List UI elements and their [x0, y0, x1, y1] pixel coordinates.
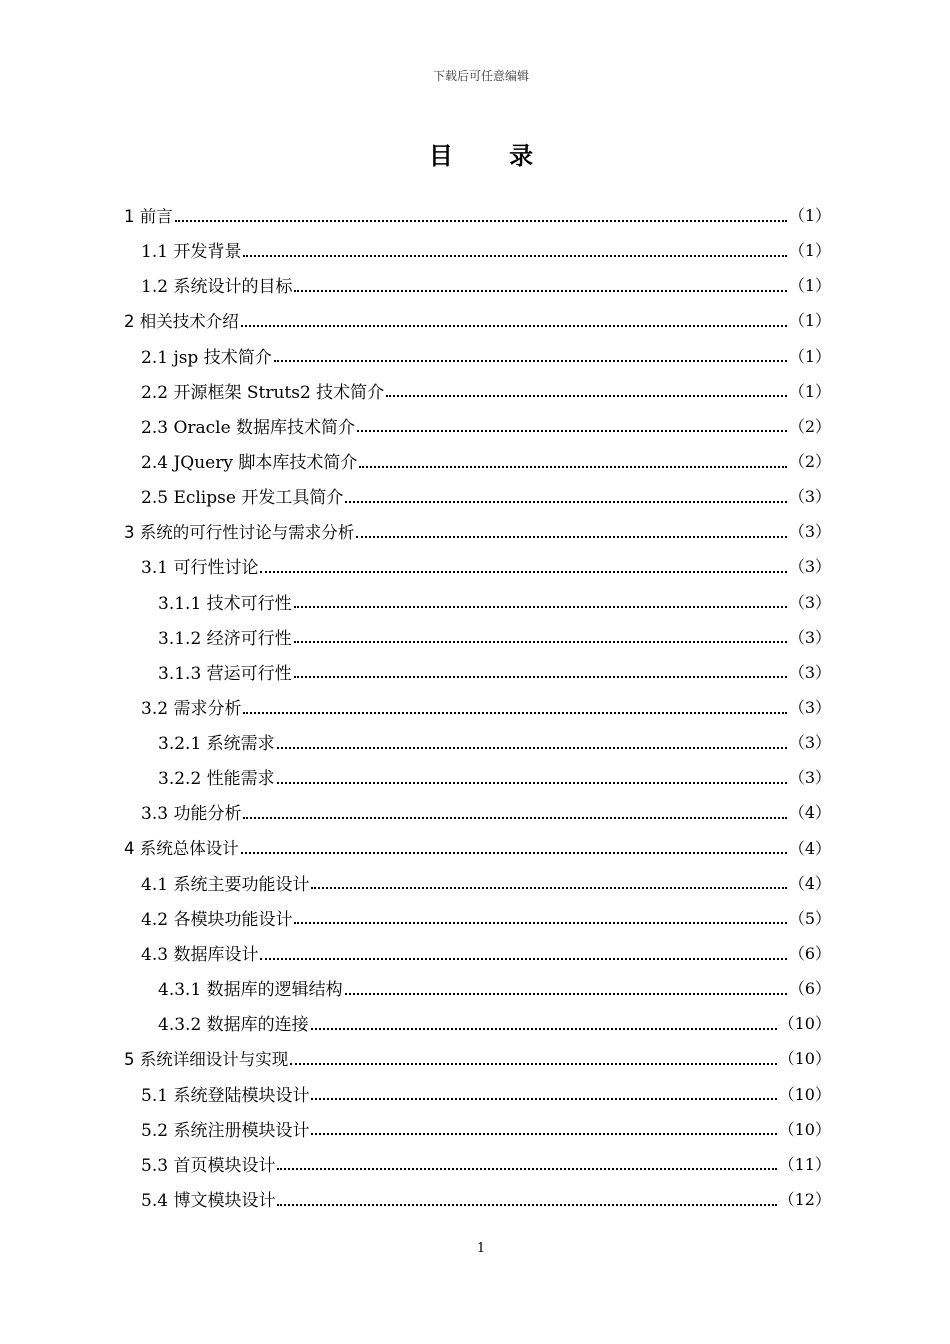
toc-entry[interactable] — [124, 408, 831, 443]
toc-entry[interactable] — [124, 232, 831, 267]
toc-entry-page: （3） — [788, 768, 831, 788]
toc-dot-leader — [243, 817, 786, 819]
toc-entry-title: 5.4 博文模块设计 — [141, 1191, 276, 1211]
toc-entry-title: 1.1 开发背景 — [141, 242, 242, 263]
toc-entry-title: 3.1.1 技术可行性 — [158, 593, 292, 614]
toc-entry-page: （1） — [788, 241, 831, 261]
toc-entry-title: 4 系统总体设计 — [124, 839, 239, 859]
toc-entry-title: 2.4 JQuery 脚本库技术简介 — [141, 453, 358, 474]
toc-dot-leader — [386, 395, 787, 397]
toc-entry-page: （1） — [788, 276, 831, 296]
toc-entry-page: （3） — [788, 487, 831, 507]
toc-entry-page: （1） — [788, 381, 831, 401]
toc-entry-page: （2） — [788, 452, 831, 472]
toc-dot-leader — [311, 1133, 776, 1135]
toc-dot-leader — [290, 1063, 776, 1065]
toc-dot-leader — [277, 782, 787, 784]
toc-entry-title: 5 系统详细设计与实现 — [124, 1049, 289, 1069]
toc-entry[interactable] — [124, 830, 831, 865]
toc-entry[interactable] — [124, 1005, 831, 1040]
toc-entry-title: 3.3 功能分析 — [141, 804, 242, 825]
toc-entry-title: 2.2 开源框架 Struts2 技术简介 — [141, 382, 385, 403]
toc-entry-page: （5） — [788, 908, 831, 928]
toc-entry-page: （3） — [788, 592, 831, 612]
toc-entry-page: （11） — [778, 1154, 831, 1174]
toc-dot-leader — [357, 430, 787, 432]
toc-entry[interactable] — [124, 373, 831, 408]
toc-entry[interactable] — [124, 619, 831, 654]
toc-dot-leader — [311, 1028, 777, 1030]
toc-entry-page: （3） — [788, 557, 831, 577]
toc-entry[interactable] — [124, 1181, 831, 1216]
toc-entry[interactable] — [124, 513, 831, 548]
toc-entry-page: （4） — [788, 838, 831, 858]
toc-entry[interactable] — [124, 759, 831, 794]
toc-entry-page: （10） — [778, 1014, 831, 1034]
toc-entry-title: 2.1 jsp 技术简介 — [141, 347, 272, 368]
toc-dot-leader — [274, 360, 787, 362]
toc-dot-leader — [345, 501, 786, 503]
toc-entry-page: （3） — [788, 662, 831, 682]
toc-entry-page: （6） — [788, 944, 831, 964]
toc-entry-title: 2.3 Oracle 数据库技术简介 — [141, 417, 356, 438]
toc-entry-title: 3.1.2 经济可行性 — [158, 628, 292, 649]
table-of-contents — [124, 197, 831, 1216]
toc-dot-leader — [241, 325, 787, 327]
toc-entry-page: （4） — [788, 873, 831, 893]
toc-dot-leader — [175, 220, 787, 222]
toc-entry-title: 3.2 需求分析 — [141, 699, 242, 720]
toc-dot-leader — [356, 536, 787, 538]
toc-dot-leader — [294, 676, 787, 678]
toc-entry-title: 2 相关技术介绍 — [124, 311, 239, 331]
toc-entry[interactable] — [124, 1146, 831, 1181]
toc-entry-page: （4） — [788, 803, 831, 823]
toc-dot-leader — [294, 606, 787, 608]
toc-entry-page: （1） — [788, 206, 831, 226]
toc-entry-title: 1.2 系统设计的目标 — [141, 277, 293, 298]
toc-entry-page: （3） — [788, 522, 831, 542]
toc-dot-leader — [311, 887, 786, 889]
toc-entry-title: 1 前言 — [124, 206, 173, 226]
toc-dot-leader — [243, 712, 786, 714]
toc-dot-leader — [294, 922, 786, 924]
toc-entry[interactable] — [124, 1040, 831, 1075]
toc-dot-leader — [359, 466, 786, 468]
toc-dot-leader — [241, 852, 787, 854]
page-title: 目 录 — [428, 142, 558, 170]
toc-entry[interactable] — [124, 338, 831, 373]
toc-entry-title: 3.2.1 系统需求 — [158, 734, 275, 755]
toc-entry[interactable] — [124, 584, 831, 619]
toc-entry-page: （10） — [778, 1049, 831, 1069]
toc-entry-title: 4.2 各模块功能设计 — [141, 909, 293, 930]
toc-entry[interactable] — [124, 1076, 831, 1111]
toc-dot-leader — [243, 255, 786, 257]
toc-entry-page: （1） — [788, 346, 831, 366]
toc-entry[interactable] — [124, 443, 831, 478]
toc-entry-page: （10） — [778, 1084, 831, 1104]
toc-entry-page: （3） — [788, 627, 831, 647]
toc-entry[interactable] — [124, 970, 831, 1005]
toc-entry[interactable] — [124, 267, 831, 302]
toc-entry-title: 4.1 系统主要功能设计 — [141, 874, 310, 895]
toc-entry-title: 2.5 Eclipse 开发工具简介 — [141, 488, 344, 509]
toc-dot-leader — [345, 993, 787, 995]
toc-entry-page: （3） — [788, 733, 831, 753]
toc-entry-title: 5.3 首页模块设计 — [141, 1155, 276, 1176]
toc-entry[interactable] — [124, 724, 831, 759]
toc-entry-title: 5.2 系统注册模块设计 — [141, 1120, 310, 1141]
toc-dot-leader — [277, 1168, 776, 1170]
toc-dot-leader — [277, 1204, 776, 1206]
header-note: 下载后可任意编辑 — [432, 69, 529, 83]
toc-entry-page: （12） — [778, 1190, 831, 1209]
toc-entry[interactable] — [124, 197, 831, 232]
toc-entry-title: 3.1 可行性讨论 — [141, 558, 259, 579]
toc-entry-page: （2） — [788, 416, 831, 436]
toc-entry[interactable] — [124, 935, 831, 970]
toc-entry-page: （6） — [788, 979, 831, 999]
toc-entry[interactable] — [124, 1111, 831, 1146]
toc-entry-title: 3.1.3 营运可行性 — [158, 663, 292, 684]
toc-entry-page: （1） — [788, 311, 831, 331]
toc-entry-title: 3.2.2 性能需求 — [158, 769, 275, 790]
toc-entry[interactable] — [124, 478, 831, 513]
toc-entry[interactable] — [124, 302, 831, 337]
toc-entry-title: 4.3.1 数据库的逻辑结构 — [158, 980, 343, 1001]
toc-entry-title: 3 系统的可行性讨论与需求分析 — [124, 522, 355, 542]
toc-dot-leader — [260, 571, 786, 573]
toc-dot-leader — [294, 290, 786, 292]
toc-entry[interactable] — [124, 689, 831, 724]
toc-entry[interactable] — [124, 794, 831, 829]
toc-dot-leader — [277, 747, 787, 749]
toc-entry[interactable] — [124, 865, 831, 900]
toc-entry[interactable] — [124, 900, 831, 935]
toc-dot-leader — [311, 1098, 776, 1100]
toc-dot-leader — [260, 958, 786, 960]
toc-entry-title: 4.3 数据库设计 — [141, 945, 259, 966]
toc-entry-page: （10） — [778, 1119, 831, 1139]
toc-entry-title: 4.3.2 数据库的连接 — [158, 1015, 309, 1036]
page-number: 1 — [476, 1241, 486, 1256]
toc-entry[interactable] — [124, 654, 831, 689]
toc-dot-leader — [294, 641, 787, 643]
toc-entry-title: 5.1 系统登陆模块设计 — [141, 1085, 310, 1106]
toc-entry-page: （3） — [788, 698, 831, 718]
toc-entry[interactable] — [124, 548, 831, 583]
